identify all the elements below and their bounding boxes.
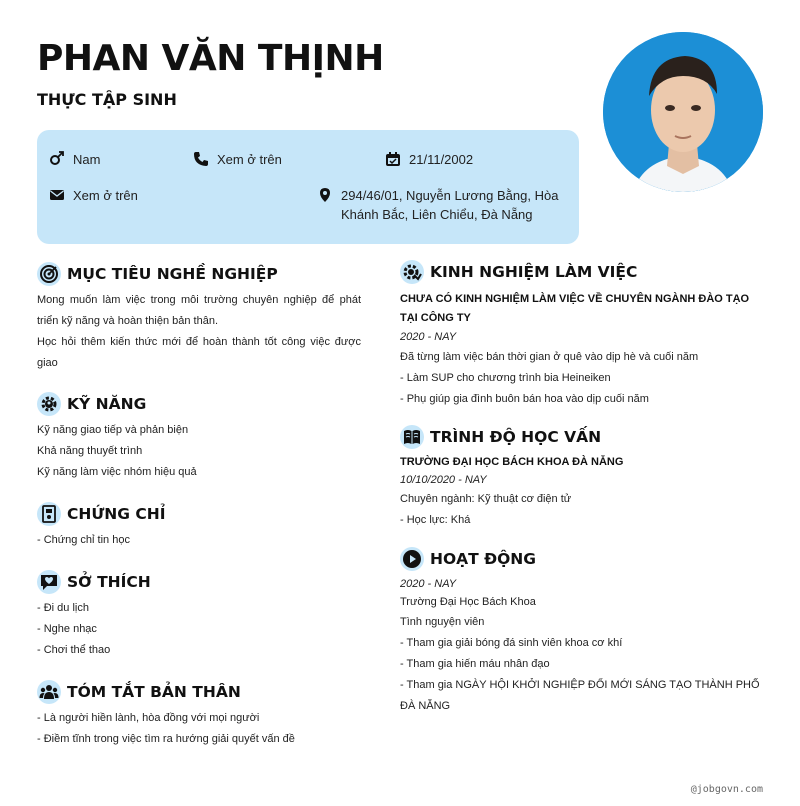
calendar-icon <box>385 151 401 167</box>
candidate-name: PHAN VĂN THỊNH <box>37 38 384 79</box>
section-certificates-header <box>37 502 166 526</box>
contact-email: Xem ở trên <box>49 187 138 205</box>
education-period: 10/10/2020 - NAY <box>400 474 487 486</box>
section-summary-header <box>37 680 241 704</box>
section-activities-header <box>400 547 536 571</box>
list-item: - Điềm tĩnh trong việc tìm ra hướng giải quyết vấn đề <box>37 733 295 745</box>
experience-body <box>400 290 764 410</box>
gear-icon <box>37 392 61 416</box>
section-objective-header <box>37 262 278 286</box>
education-body <box>400 453 764 531</box>
book-icon <box>400 425 424 449</box>
candidate-role: THỰC TẬP SINH <box>37 90 177 109</box>
watermark: @jobgovn.com <box>690 784 763 795</box>
section-education-title: TRÌNH ĐỘ HỌC VẤN <box>430 428 602 446</box>
phone-icon <box>193 151 209 167</box>
briefcase-icon <box>400 260 424 284</box>
activities-period: 2020 - NAY <box>400 578 457 590</box>
section-education-header <box>400 425 601 449</box>
section-experience-title: KINH NGHIỆM LÀM VIỆC <box>430 263 638 281</box>
list-item: - Học lực: Khá <box>400 514 471 526</box>
list-item: - Chứng chỉ tin học <box>37 534 130 546</box>
activities-body <box>400 575 764 717</box>
section-skills-header <box>37 392 146 416</box>
list-item: - Chơi thể thao <box>37 644 111 656</box>
contact-birthday: 21/11/2002 <box>385 151 473 169</box>
section-activities-title: HOẠT ĐỘNG <box>430 550 536 568</box>
group-icon <box>37 680 61 704</box>
list-item: Tình nguyện viên <box>400 616 485 628</box>
list-item: - Làm SUP cho chương trình bia Heineiken <box>400 372 611 384</box>
education-school: TRƯỜNG ĐẠI HỌC BÁCH KHOA ĐÀ NẴNG <box>400 456 624 468</box>
gender-icon <box>49 151 65 167</box>
section-hobbies-header <box>37 570 151 594</box>
section-skills-title: KỸ NĂNG <box>67 395 147 413</box>
section-certificates-title: CHỨNG CHỈ <box>67 505 166 523</box>
list-item: Khả năng thuyết trình <box>37 445 143 457</box>
contact-gender: Nam <box>49 151 100 169</box>
certificates-list <box>37 530 361 551</box>
experience-period: 2020 - NAY <box>400 331 457 343</box>
list-item: Kỹ năng làm việc nhóm hiệu quả <box>37 466 197 478</box>
list-item: - Là người hiền lành, hòa đồng với mọi người <box>37 712 260 724</box>
hobbies-list <box>37 598 361 661</box>
list-item: - Phụ giúp gia đình buôn bán hoa vào dịp cuối năm <box>400 393 649 405</box>
list-item: Chuyên ngành: Kỹ thuật cơ điện tử <box>400 493 572 505</box>
contact-info-box <box>37 130 579 244</box>
location-icon <box>317 187 333 203</box>
list-item: - Tham gia hiến máu nhân đạo <box>400 658 550 670</box>
list-item: - Đi du lịch <box>37 602 89 614</box>
list-item: Đã từng làm việc bán thời gian ở quê vào dịp hè và cuối năm <box>400 351 699 363</box>
profile-photo <box>603 32 763 192</box>
heart-chat-icon <box>37 570 61 594</box>
email-icon <box>49 187 65 203</box>
contact-address: 294/46/01, Nguyễn Lương Bằng, Hòa Khánh Bắc, Liên Chiểu, Đà Nẵng <box>317 187 558 224</box>
objective-paragraph-2: Học hỏi thêm kiến thức mới để hoàn thành tốt công việc được giao <box>37 336 361 369</box>
list-item: - Nghe nhạc <box>37 623 97 635</box>
certificate-icon <box>37 502 61 526</box>
skills-list <box>37 420 361 483</box>
section-experience-header <box>400 260 637 284</box>
section-objective-title: MỤC TIÊU NGHỀ NGHIỆP <box>67 265 278 283</box>
experience-job-title: CHƯA CÓ KINH NGHIỆM LÀM VIỆC VỀ CHUYÊN NGÀNH ĐÀO TẠO TẠI CÔNG TY <box>400 293 750 324</box>
target-icon <box>37 262 61 286</box>
play-icon <box>400 547 424 571</box>
contact-phone: Xem ở trên <box>193 151 282 169</box>
list-item: - Tham gia NGÀY HỘI KHỞI NGHIỆP ĐỔI MỚI SÁNG TẠO THÀNH PHỐ ĐÀ NẴNG <box>400 679 760 712</box>
section-summary-title: TÓM TẮT BẢN THÂN <box>67 683 241 701</box>
summary-list <box>37 708 361 750</box>
objective-paragraph-1: Mong muốn làm việc trong môi trường chuyên nghiệp để phát triển kỹ năng và hoàn thiện bản thân. <box>37 294 361 327</box>
objective-body <box>37 290 361 374</box>
list-item: Trường Đại Học Bách Khoa <box>400 596 536 608</box>
list-item: - Tham gia giải bóng đá sinh viên khoa cơ khí <box>400 637 623 649</box>
list-item: Kỹ năng giao tiếp và phản biện <box>37 424 189 436</box>
section-hobbies-title: SỞ THÍCH <box>67 573 151 591</box>
